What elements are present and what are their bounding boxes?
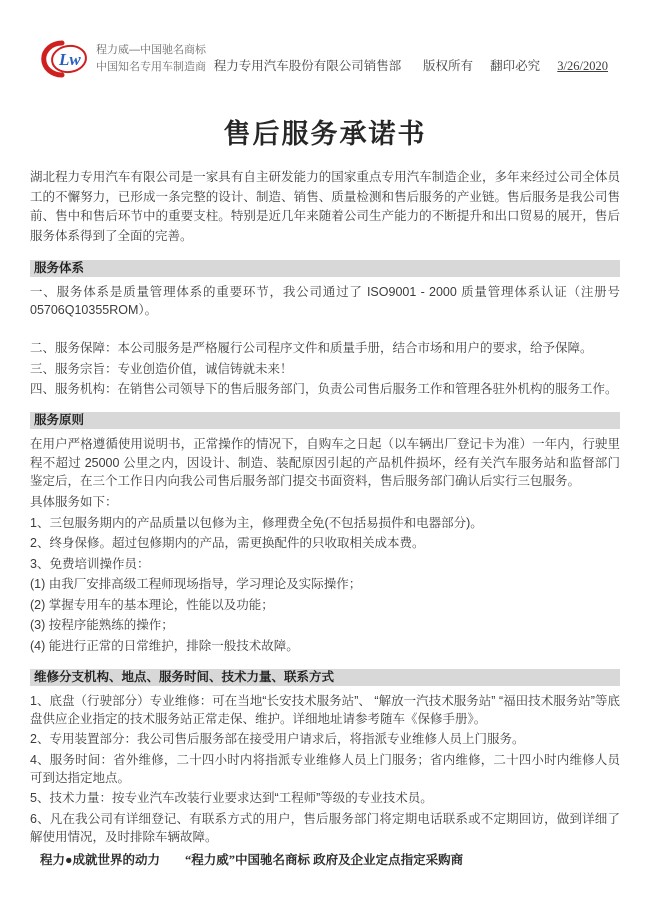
reprint-label: 翻印必究 bbox=[490, 59, 541, 73]
list-item: 一、服务体系是质量管理体系的重要环节，我公司通过了 ISO9001 - 2000 质量管理体系认证（注册号 05706Q10355ROM）。 bbox=[30, 285, 620, 317]
list-item: 4、服务时间：省外维修，二十四小时内将指派专业维修人员上门服务；省内维修，二十四小时内维修人员可到达指定地点。 bbox=[30, 752, 620, 785]
list-item: 1、三包服务期内的产品质量以包修为主，修理费全免(不包括易损件和电器部分)。 bbox=[30, 515, 483, 530]
list-item: (2) 掌握专用车的基本理论，性能以及功能； bbox=[30, 597, 274, 612]
list-item: 6、凡在我公司有详细登记、有联系方式的用户，售后服务部门将定期电话联系或不定期回访，做到详细了解使用情况，及时排除车辆故障。 bbox=[30, 811, 620, 844]
list-item: 1、底盘（行驶部分）专业维修：可在当地“长安技术服务站”、 “解放一汽技术服务站” “福田技术服务站”等底盘供应企业指定的技术服务站正常走保、维护。详细地址请参考随车《保修手册》。 bbox=[30, 693, 620, 726]
document-title: 售后服务承诺书 bbox=[223, 119, 427, 149]
intro-paragraph: 湖北程力专用汽车有限公司是一家具有自主研发能力的国家重点专用汽车制造企业，多年来经过公司全体员工的不懈努力，已形成一条完整的设计、制造、销售、质量检测和售后服务的产业链。售后服务是我公司售前、售中和售后环节中的重要支柱。特别是近几年来随着公司生产能力的不断提升和出口贸易的展开，售后服务体系得到了全面的完善。 bbox=[30, 170, 620, 243]
section-heading-repair-branches: 维修分支机构、地点、服务时间、技术力量、联系方式 bbox=[30, 669, 620, 686]
list-item: (4) 能进行正常的日常维护，排除一般技术故障。 bbox=[30, 638, 299, 653]
list-item: 二、服务保障：本公司服务是严格履行公司程序文件和质量手册，结合市场和用户的要求，给予保障。 bbox=[30, 341, 593, 355]
page-header bbox=[0, 0, 650, 78]
document-body bbox=[0, 168, 650, 846]
list-item: 四、服务机构：在销售公司领导下的售后服务部门，负责公司售后服务工作和管理各驻外机构的服务工作。 bbox=[30, 382, 618, 396]
section-heading-service-system: 服务体系 bbox=[30, 260, 620, 277]
list-item: 3、免费培训操作员： bbox=[30, 556, 150, 571]
list-item: 三、服务宗旨：专业创造价值，诚信铸就未来！ bbox=[30, 361, 293, 376]
logo-tagline-line1: 程力威—中国驰名商标 bbox=[96, 44, 206, 56]
chengli-logo-icon bbox=[40, 40, 90, 78]
logo-tagline bbox=[96, 42, 206, 76]
header-date: 3/26/2020 bbox=[557, 59, 608, 73]
section-heading-service-principle: 服务原则 bbox=[30, 412, 620, 429]
list-item: 2、终身保修。超过包修期内的产品，需更换配件的只收取相关成本费。 bbox=[30, 536, 425, 550]
header-rights bbox=[409, 56, 608, 74]
page-footer: 程力●成就世界的动力 “程力威”中国驰名商标 政府及企业定点指定采购商 bbox=[40, 853, 464, 867]
section-subheading: 具体服务如下： bbox=[30, 495, 118, 509]
list-item: 5、技术力量：按专业汽车改装行业要求达到“工程师”等级的专业技术员。 bbox=[30, 791, 433, 805]
section-paragraph: 在用户严格遵循使用说明书，正常操作的情况下，自购车之日起（以车辆出厂登记卡为准）一年内，行驶里程不超过 25000 公里之内，因设计、制造、装配原因引起的产品机件损坏，经有关汽车服务站和监督部门鉴定后，在三个工作日内向我公司售后服务部门提交书面资料，售后服务部门确认后实行三包服务。 bbox=[30, 437, 620, 488]
list-item: 2、专用装置部分：我公司售后服务部在接受用户请求后，将指派专业维修人员上门服务。 bbox=[30, 732, 525, 746]
svg-text:Lw: Lw bbox=[59, 50, 81, 69]
list-item: (3) 按程序能熟练的操作； bbox=[30, 618, 174, 632]
logo-tagline-line2: 中国知名专用车制造商 bbox=[96, 61, 206, 73]
list-item: (1) 由我厂安排高级工程师现场指导，学习理论及实际操作； bbox=[30, 577, 362, 591]
header-company-name: 程力专用汽车股份有限公司销售部 bbox=[213, 59, 402, 73]
copyright-label: 版权所有 bbox=[423, 59, 474, 73]
company-logo bbox=[40, 40, 206, 78]
